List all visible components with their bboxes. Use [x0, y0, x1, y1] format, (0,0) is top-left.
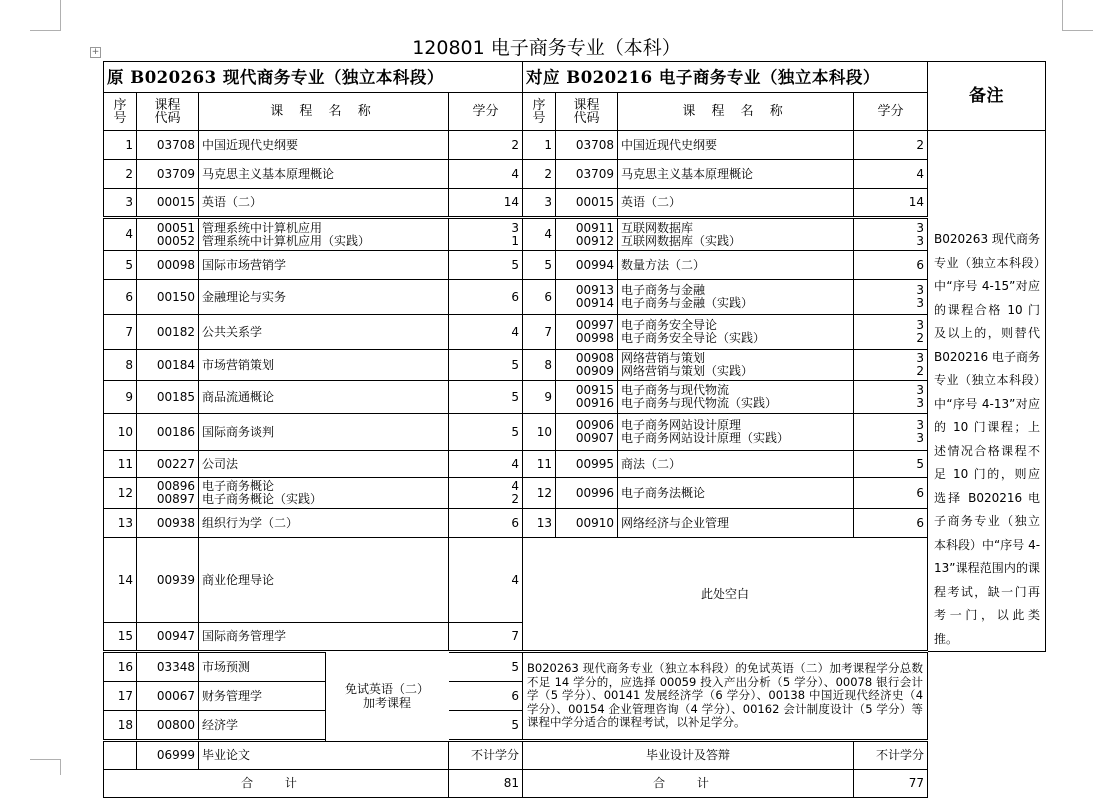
left-code [137, 131, 199, 160]
exempt-label-line: 免试英语（二） [344, 682, 429, 696]
left-code [137, 381, 199, 414]
right-credit-line: 3 [916, 418, 925, 432]
left-credit-line: 4 [511, 572, 520, 587]
left-credit [449, 350, 523, 381]
left-code-line: 00051 [156, 220, 195, 235]
crop-mark-top-right-h [1062, 30, 1093, 31]
table-row [104, 131, 1046, 160]
right-credit [854, 189, 928, 218]
right-code [556, 131, 618, 160]
right-course-name-line: 网络经济与企业管理 [621, 515, 730, 530]
thesis-name: 毕业论文 [199, 741, 449, 770]
exempt-code: 03348 [137, 652, 199, 682]
code-header-line: 课程 [573, 97, 600, 113]
thesis-seq [104, 741, 137, 770]
left-code [137, 251, 199, 280]
right-course-name [618, 189, 854, 218]
table-row [104, 189, 1046, 218]
right-code-line: 00997 [575, 318, 615, 332]
exempt-note: B020263 现代商务专业（独立本科段）的免试英语（二）加考课程学分总数不足 14 学分的，应选择 00059 投入产出分析（5 学分）、00078 银行会计学（5 学分）、00141 发展经济学（6 学分）、00138 中国近现代经济史（4 学分）、00154 企业管理咨询（4 学分）、00162 会计制度设计（5 学分）等课程中学分适合的课程考试，以补足学分。 [523, 652, 928, 741]
left-course-name-line: 管理系统中计算机应用 [202, 220, 323, 235]
left-code-line: 00186 [156, 424, 195, 439]
right-course-name-line: 电子商务与金融 [621, 283, 706, 297]
right-course-name-line: 电子商务网站设计原理（实践） [621, 431, 790, 445]
right-seq: 7 [523, 315, 556, 350]
table-row [104, 160, 1046, 189]
right-course-name-line: 互联网数据库（实践） [621, 233, 742, 248]
code-header-line: 代码 [154, 110, 181, 126]
left-course-name [199, 478, 449, 509]
left-seq: 4 [104, 218, 137, 251]
code-header-line: 课程 [154, 97, 181, 113]
table-row [104, 538, 1046, 623]
totals-row [104, 770, 1046, 798]
right-course-name-line: 电子商务与金融（实践） [621, 296, 754, 310]
right-credit-line: 6 [916, 257, 925, 272]
right-credit [854, 218, 928, 251]
left-code-line: 03709 [156, 166, 195, 181]
thesis-code: 06999 [137, 741, 199, 770]
left-credit-line: 5 [511, 389, 520, 404]
table-row [104, 509, 1046, 538]
left-credit [449, 251, 523, 280]
left-course-name-line: 商业伦理导论 [202, 572, 275, 587]
right-seq: 3 [523, 189, 556, 218]
left-credit-line: 6 [511, 289, 520, 304]
right-seq: 8 [523, 350, 556, 381]
total-label-right: 合 计 [523, 770, 854, 798]
right-code-line: 03708 [575, 137, 615, 152]
right-code [556, 189, 618, 218]
right-credit-line: 3 [916, 351, 925, 365]
left-credit-line: 2 [511, 137, 520, 152]
right-credit [854, 451, 928, 478]
left-seq: 10 [104, 414, 137, 451]
right-course-name [618, 251, 854, 280]
crop-mark-top-right-v [1062, 0, 1063, 30]
exempt-code: 00800 [137, 711, 199, 741]
remark-header: 备注 [928, 62, 1046, 131]
right-code-line: 00910 [575, 515, 615, 530]
left-course-name [199, 160, 449, 189]
left-code-line: 00150 [156, 289, 195, 304]
left-credit-line: 4 [511, 324, 520, 339]
right-code-line: 00911 [575, 220, 615, 235]
thesis-right-credit: 不计学分 [854, 741, 928, 770]
left-course-name-line: 公共关系学 [202, 324, 263, 339]
table-row [104, 350, 1046, 381]
left-credit [449, 538, 523, 623]
right-code [556, 160, 618, 189]
seq-header-line: 号 [532, 110, 546, 126]
right-course-name-line: 马克思主义基本原理概论 [621, 166, 754, 181]
right-code [556, 509, 618, 538]
right-seq: 4 [523, 218, 556, 251]
left-credit [449, 189, 523, 218]
left-course-name-line: 国际商务管理学 [202, 629, 287, 643]
left-seq: 14 [104, 538, 137, 623]
left-course-name [199, 623, 449, 652]
right-code [556, 350, 618, 381]
right-course-name-line: 互联网数据库 [621, 220, 694, 235]
left-credit [449, 478, 523, 509]
left-code-line: 00947 [156, 629, 195, 643]
right-code-line: 00995 [575, 456, 615, 471]
total-left: 81 [449, 770, 523, 798]
left-code-line: 00897 [156, 492, 195, 506]
right-credit [854, 315, 928, 350]
right-course-name [618, 131, 854, 160]
right-course-name-line: 电子商务安全导论（实践） [621, 331, 766, 345]
right-course-name-line: 英语（二） [621, 195, 682, 209]
left-code [137, 509, 199, 538]
right-credit [854, 478, 928, 509]
right-credit-line: 3 [916, 431, 925, 445]
left-credit-line: 3 [511, 220, 520, 235]
right-seq: 5 [523, 251, 556, 280]
right-code [556, 451, 618, 478]
right-course-name [618, 315, 854, 350]
left-course-name-line: 商品流通概论 [202, 389, 275, 404]
right-credit-line: 4 [916, 166, 925, 181]
right-course-name-line: 网络营销与策划 [621, 351, 706, 365]
course-mapping-table [103, 61, 1046, 798]
left-seq: 11 [104, 451, 137, 478]
left-seq: 3 [104, 189, 137, 218]
left-credit [449, 381, 523, 414]
left-course-name [199, 538, 449, 623]
left-course-name-line: 英语（二） [202, 195, 263, 209]
left-code-line: 00185 [156, 389, 195, 404]
right-credit-line: 3 [916, 233, 925, 248]
right-seq-header [523, 93, 556, 131]
header-row-main [104, 62, 1046, 93]
left-course-name-line: 马克思主义基本原理概论 [202, 166, 335, 181]
right-code-line: 00907 [575, 431, 615, 445]
seq-header-line: 号 [113, 110, 127, 126]
right-credit-line: 2 [916, 364, 925, 378]
left-seq: 2 [104, 160, 137, 189]
left-course-name [199, 451, 449, 478]
table-row [104, 251, 1046, 280]
right-credit-line: 5 [916, 456, 925, 471]
left-credit-line: 4 [511, 456, 520, 471]
right-credit-line: 6 [916, 485, 925, 500]
left-credit [449, 160, 523, 189]
right-credit-line: 3 [916, 283, 925, 297]
left-seq: 12 [104, 478, 137, 509]
left-course-name [199, 131, 449, 160]
seq-header-line: 序 [113, 97, 127, 113]
right-code-line: 00915 [575, 383, 615, 397]
table-row [104, 478, 1046, 509]
left-credit-header: 学分 [449, 93, 523, 131]
right-credit [854, 509, 928, 538]
thesis-credit: 不计学分 [449, 741, 523, 770]
right-course-name-line: 电子商务网站设计原理 [621, 418, 742, 432]
left-credit [449, 131, 523, 160]
right-credit [854, 350, 928, 381]
left-code-line: 03708 [156, 137, 195, 152]
left-code [137, 478, 199, 509]
thesis-right-name: 毕业设计及答辩 [523, 741, 854, 770]
exempt-seq: 16 [104, 652, 137, 682]
left-course-name-line: 市场营销策划 [202, 357, 275, 372]
left-code [137, 623, 199, 652]
table-row [104, 315, 1046, 350]
right-seq: 1 [523, 131, 556, 160]
left-course-name [199, 218, 449, 251]
left-code-line: 00939 [156, 572, 195, 587]
left-credit-line: 6 [511, 515, 520, 530]
left-code-line: 00227 [156, 456, 195, 471]
right-seq: 6 [523, 280, 556, 315]
right-credit [854, 131, 928, 160]
right-course-name-line: 电子商务与现代物流（实践） [621, 396, 778, 410]
right-credit [854, 381, 928, 414]
page-title: 120801 电子商务专业（本科） [412, 37, 681, 59]
right-seq: 13 [523, 509, 556, 538]
crop-mark-top-left-h [30, 30, 61, 31]
right-course-name [618, 451, 854, 478]
left-course-name [199, 350, 449, 381]
table-row [104, 218, 1046, 251]
exempt-seq: 18 [104, 711, 137, 741]
right-code-line: 00015 [575, 195, 615, 209]
right-code-line: 00914 [575, 296, 615, 310]
right-code-line: 00994 [575, 257, 615, 272]
left-code [137, 160, 199, 189]
left-code [137, 189, 199, 218]
right-name-header: 课 程 名 称 [618, 93, 854, 131]
exempt-credit: 6 [449, 682, 523, 711]
exempt-seq: 17 [104, 682, 137, 711]
left-course-name-line: 管理系统中计算机应用（实践） [202, 233, 371, 248]
left-course-name-line: 国际商务谈判 [202, 424, 275, 439]
right-credit-line: 2 [916, 331, 925, 345]
exempt-course-name: 经济学 [199, 711, 331, 739]
left-code-line: 00052 [156, 233, 195, 248]
right-code [556, 414, 618, 451]
right-credit-line: 3 [916, 220, 925, 235]
left-program-header: 原 B020263 现代商务专业（独立本科段） [104, 62, 523, 93]
right-course-name-line: 电子商务安全导论 [621, 318, 718, 332]
table-row [104, 414, 1046, 451]
left-seq: 8 [104, 350, 137, 381]
blank-note: 此处空白 [523, 538, 928, 652]
right-program-header: 对应 B020216 电子商务专业（独立本科段） [523, 62, 928, 93]
right-course-name-line: 中国近现代史纲要 [621, 137, 718, 152]
left-credit-line: 2 [511, 492, 520, 506]
right-code-line: 00996 [575, 485, 615, 500]
right-credit-line: 14 [908, 195, 925, 209]
left-course-name-line: 公司法 [202, 456, 239, 471]
right-seq: 11 [523, 451, 556, 478]
left-credit [449, 280, 523, 315]
left-code-line: 00938 [156, 515, 195, 530]
table-move-handle[interactable]: + [91, 47, 100, 57]
left-course-name [199, 189, 449, 218]
left-course-name [199, 414, 449, 451]
left-code [137, 218, 199, 251]
right-code [556, 478, 618, 509]
right-course-name-line: 电子商务与现代物流 [621, 383, 730, 397]
right-credit [854, 280, 928, 315]
right-course-name [618, 280, 854, 315]
right-code-line: 00916 [575, 396, 615, 410]
exempt-credit: 5 [449, 711, 523, 741]
left-code [137, 280, 199, 315]
right-credit-line: 3 [916, 318, 925, 332]
right-code-line: 00906 [575, 418, 615, 432]
left-seq: 9 [104, 381, 137, 414]
exempt-credit: 5 [449, 652, 523, 682]
right-course-name [618, 160, 854, 189]
left-course-name-line: 中国近现代史纲要 [202, 137, 299, 152]
right-credit-line: 2 [916, 137, 925, 152]
left-course-name [199, 509, 449, 538]
left-credit [449, 218, 523, 251]
exempt-course-name: 市场预测 [199, 653, 331, 681]
left-credit [449, 623, 523, 652]
right-code-line: 00908 [575, 351, 615, 365]
right-credit-line: 3 [916, 296, 925, 310]
left-course-name-line: 电子商务概论（实践） [202, 492, 323, 506]
right-credit [854, 251, 928, 280]
left-course-name [199, 315, 449, 350]
right-course-name [618, 478, 854, 509]
left-credit [449, 451, 523, 478]
right-credit-line: 3 [916, 396, 925, 410]
left-credit [449, 315, 523, 350]
right-credit-line: 6 [916, 515, 925, 530]
left-code-line: 00015 [156, 195, 195, 209]
left-course-name [199, 280, 449, 315]
left-code-line: 00896 [156, 479, 195, 493]
right-code [556, 218, 618, 251]
right-course-name-line: 数量方法（二） [621, 257, 706, 272]
left-code-header [137, 93, 199, 131]
left-credit-line: 4 [511, 166, 520, 181]
left-seq: 15 [104, 623, 137, 652]
right-course-name [618, 350, 854, 381]
left-code [137, 538, 199, 623]
left-code [137, 315, 199, 350]
left-credit [449, 509, 523, 538]
right-credit-header: 学分 [854, 93, 928, 131]
exempt-label-line: 加考课程 [362, 696, 411, 710]
left-credit-line: 7 [511, 629, 520, 643]
left-name-header: 课 程 名 称 [199, 93, 449, 131]
table-row [104, 381, 1046, 414]
left-code [137, 414, 199, 451]
table-row [104, 280, 1046, 315]
exempt-course-name: 财务管理学 [199, 682, 331, 710]
left-credit-line: 5 [511, 257, 520, 272]
right-code-line: 00909 [575, 364, 615, 378]
right-code [556, 280, 618, 315]
left-course-name-line: 组织行为学（二） [202, 515, 299, 530]
crop-mark-top-left-v [60, 0, 61, 30]
total-label-left: 合 计 [104, 770, 449, 798]
left-course-name-line: 国际市场营销学 [202, 257, 287, 272]
right-code [556, 315, 618, 350]
left-code [137, 350, 199, 381]
right-code [556, 381, 618, 414]
crop-mark-bottom-left-v [60, 760, 61, 775]
right-course-name-line: 电子商务法概论 [621, 485, 706, 500]
left-credit-line: 5 [511, 357, 520, 372]
left-course-name-line: 金融理论与实务 [202, 289, 287, 304]
right-code-line: 00912 [575, 233, 615, 248]
right-credit-line: 3 [916, 383, 925, 397]
right-seq: 10 [523, 414, 556, 451]
left-course-name [199, 251, 449, 280]
right-course-name [618, 509, 854, 538]
left-course-name-line: 电子商务概论 [202, 479, 275, 493]
remark-text: B020263 现代商务专业（独立本科段）中“序号 4-15”对应的课程合格 10 门及以上的，则替代 B020216 电子商务专业（独立本科段）中“序号 4-13”对应的 10 门课程；上述情况合格课程不足 10 门的，则应选择 B020216 电子商务专业（独立本科段）中“序号 4-13”课程范围内的课程考试，缺一门再考一门，以此类推。 [928, 131, 1046, 652]
left-seq: 5 [104, 251, 137, 280]
right-course-name-line: 商法（二） [621, 456, 682, 471]
right-course-name [618, 381, 854, 414]
right-code-line: 00998 [575, 331, 615, 345]
right-seq: 12 [523, 478, 556, 509]
exempt-code: 00067 [137, 682, 199, 711]
right-code [556, 251, 618, 280]
left-credit-line: 5 [511, 424, 520, 439]
left-credit-line: 14 [503, 195, 520, 209]
left-credit [449, 414, 523, 451]
exempt-group-label [325, 652, 449, 741]
left-seq: 1 [104, 131, 137, 160]
left-code-line: 00182 [156, 324, 195, 339]
left-credit-line: 4 [511, 479, 520, 493]
left-seq: 7 [104, 315, 137, 350]
left-seq: 13 [104, 509, 137, 538]
left-course-name [199, 381, 449, 414]
right-seq: 9 [523, 381, 556, 414]
left-code [137, 451, 199, 478]
right-credit [854, 160, 928, 189]
seq-header-line: 序 [532, 97, 546, 113]
left-credit-line: 1 [511, 233, 520, 248]
total-right: 77 [854, 770, 928, 798]
left-code-line: 00098 [156, 257, 195, 272]
right-code-line: 03709 [575, 166, 615, 181]
crop-mark-bottom-left-h [30, 759, 61, 760]
thesis-row [104, 741, 1046, 770]
right-code-header [556, 93, 618, 131]
right-course-name-line: 网络营销与策划（实践） [621, 364, 754, 378]
right-course-name [618, 218, 854, 251]
exempt-row [104, 652, 1046, 682]
left-code-line: 00184 [156, 357, 195, 372]
left-seq-header [104, 93, 137, 131]
right-seq: 2 [523, 160, 556, 189]
left-seq: 6 [104, 280, 137, 315]
header-row-columns [104, 93, 1046, 131]
table-row [104, 451, 1046, 478]
code-header-line: 代码 [573, 110, 600, 126]
right-credit [854, 414, 928, 451]
right-course-name [618, 414, 854, 451]
right-code-line: 00913 [575, 283, 615, 297]
